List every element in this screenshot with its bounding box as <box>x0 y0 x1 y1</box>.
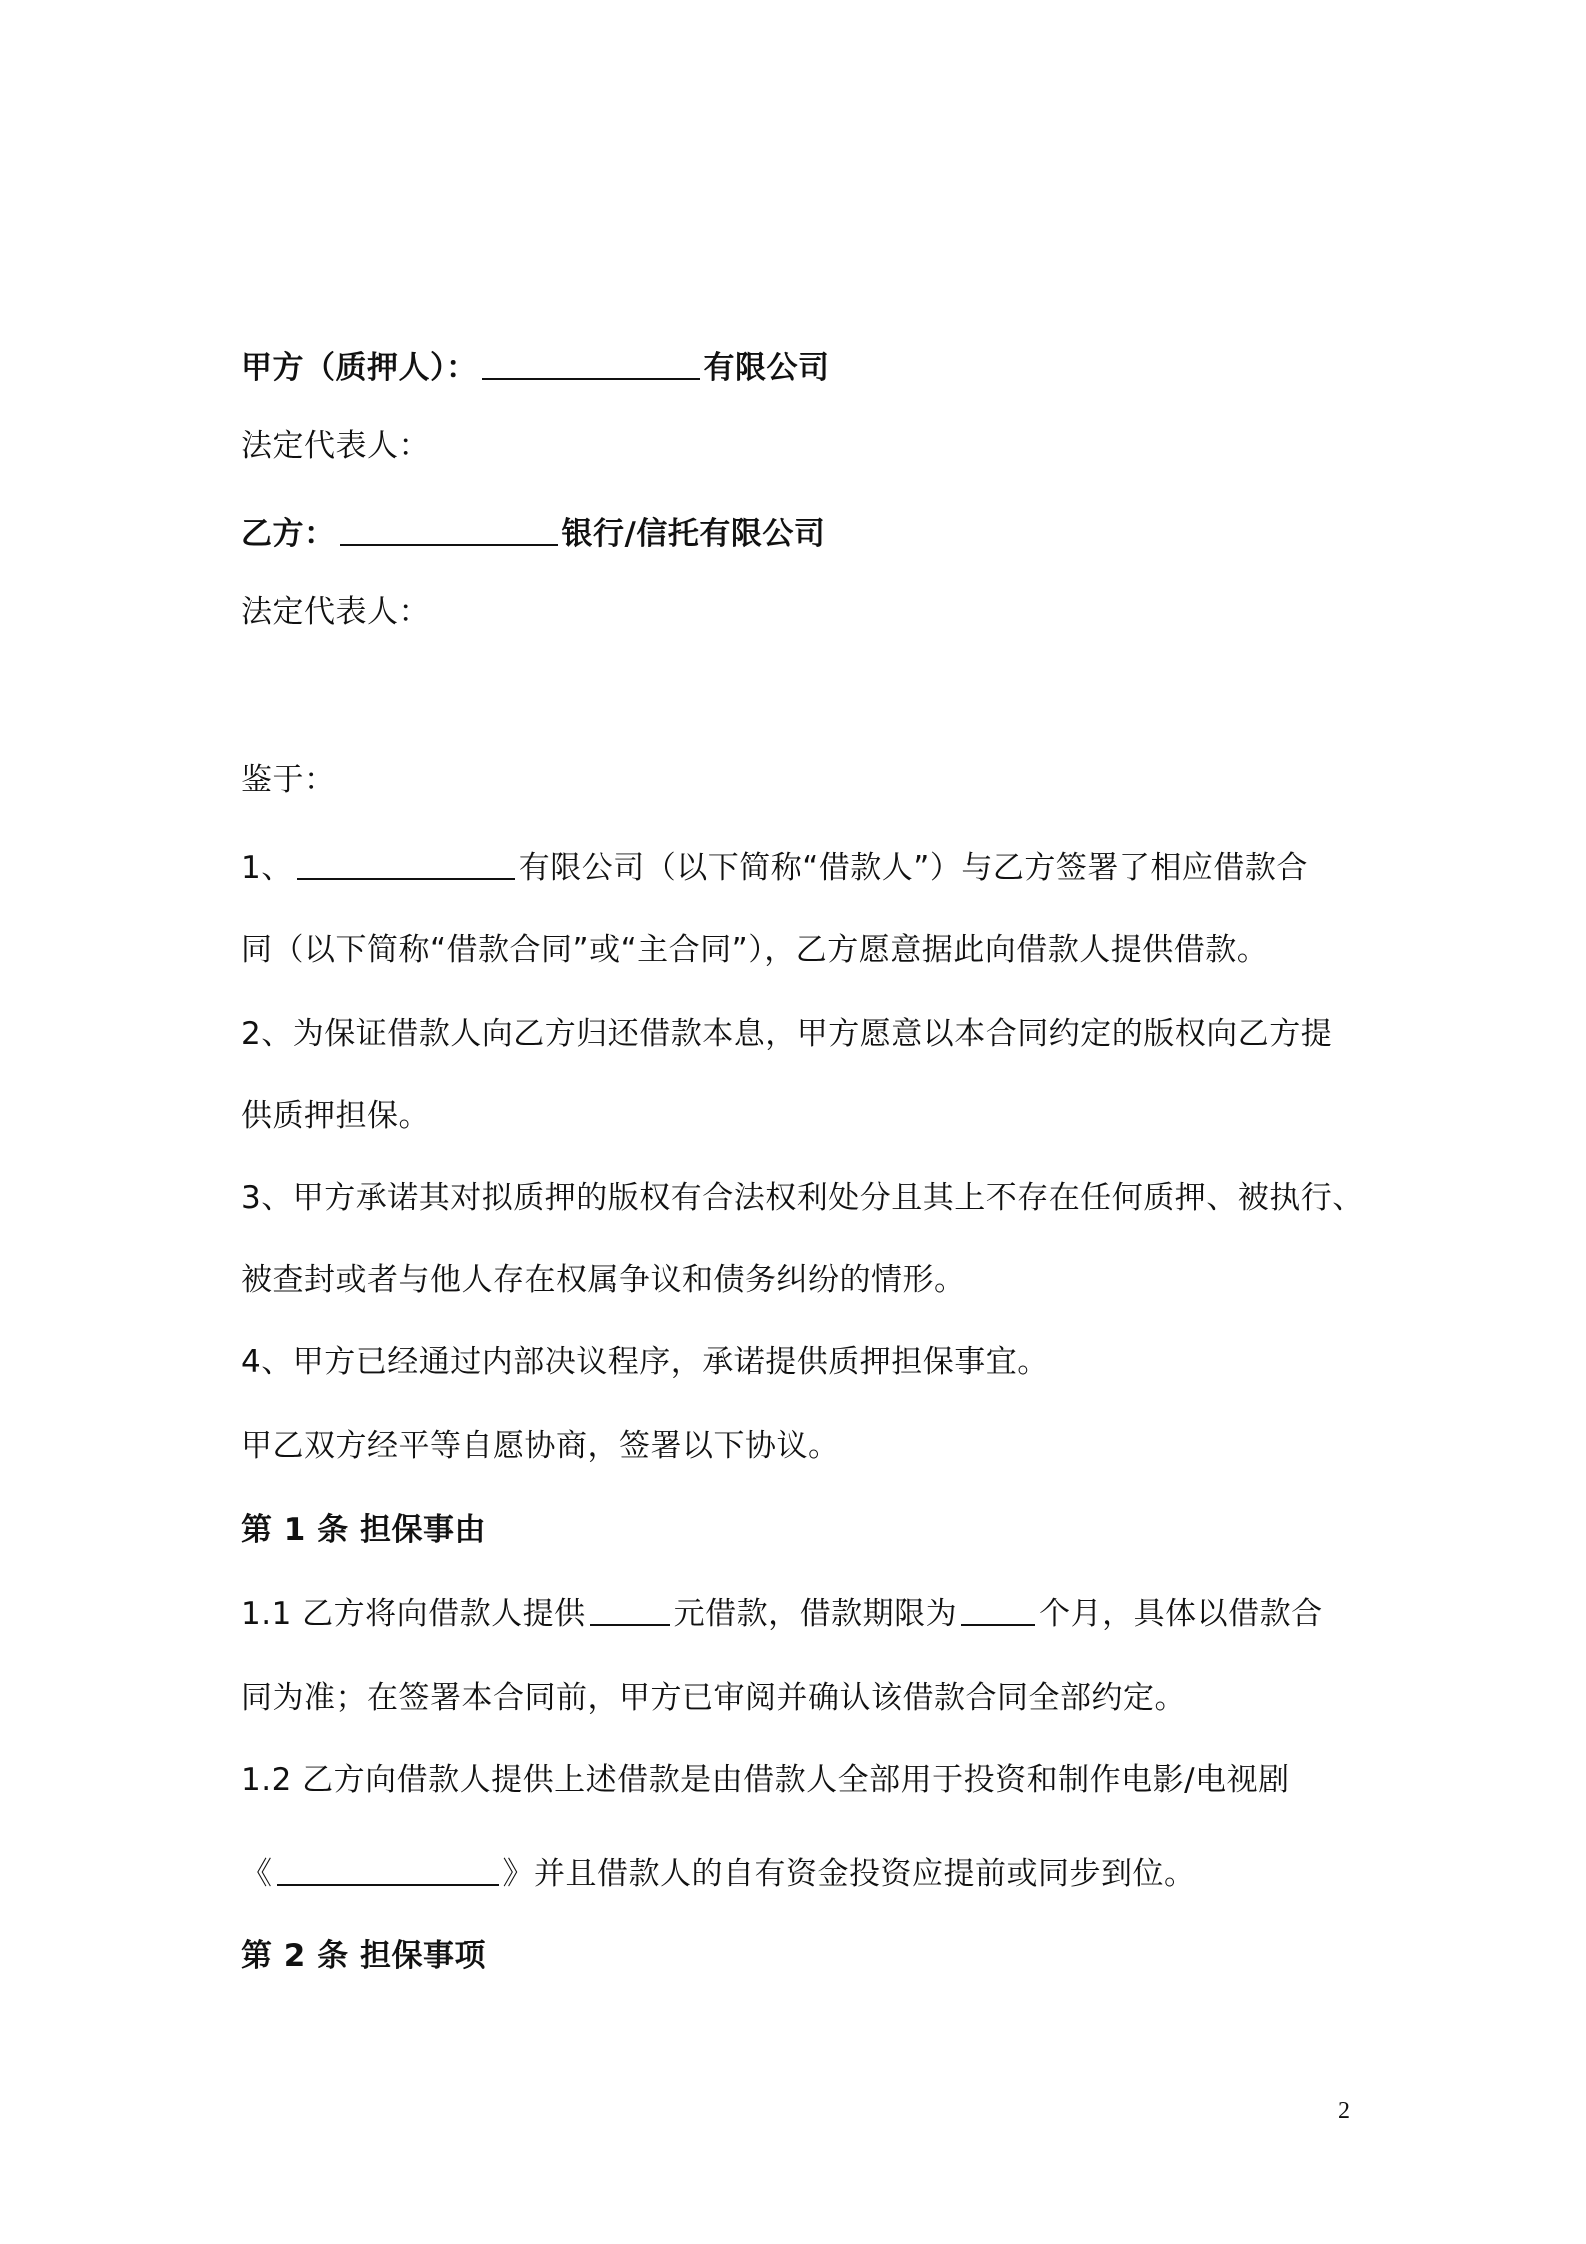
party-b-name-blank <box>340 514 558 546</box>
clause-1-1-line-2: 同为准；在签署本合同前，甲方已审阅并确认该借款合同全部约定。 <box>241 1680 1186 1716</box>
recital-1-text: 有限公司（以下简称“借款人”）与乙方签署了相应借款合 <box>518 850 1308 886</box>
film-title-blank <box>277 1854 499 1886</box>
party-a-legal-rep: 法定代表人： <box>241 428 430 464</box>
recital-4: 4、甲方已经通过内部决议程序，承诺提供质押担保事宜。 <box>241 1344 1049 1380</box>
loan-term-blank <box>961 1594 1035 1626</box>
recital-3-line-1: 3、甲方承诺其对拟质押的版权有合法权利处分且其上不存在任何质押、被执行、 <box>241 1180 1364 1216</box>
title-open-bracket: 《 <box>241 1856 273 1892</box>
recital-2-line-1: 2、为保证借款人向乙方归还借款本息，甲方愿意以本合同约定的版权向乙方提 <box>241 1016 1333 1052</box>
party-a-suffix: 有限公司 <box>703 350 830 386</box>
clause-1-1-mid: 元借款，借款期限为 <box>673 1596 958 1632</box>
party-b-label: 乙方： <box>241 516 336 552</box>
recital-1-line-1 <box>241 846 1308 890</box>
party-a-line <box>241 346 830 390</box>
page-number: 2 <box>1338 2098 1350 2124</box>
recital-3-line-2: 被查封或者与他人存在权属争议和债务纠纷的情形。 <box>241 1262 966 1298</box>
recital-2-line-2: 供质押担保。 <box>241 1098 430 1134</box>
article-2-heading: 第 2 条 担保事项 <box>241 1938 486 1974</box>
borrower-name-blank <box>297 848 515 880</box>
clause-1-2-line-2 <box>241 1852 1196 1896</box>
party-b-legal-rep: 法定代表人： <box>241 594 430 630</box>
clause-1-2-rest: 》并且借款人的自有资金投资应提前或同步到位。 <box>502 1856 1196 1892</box>
clause-1-2-line-1: 1.2 乙方向借款人提供上述借款是由借款人全部用于投资和制作电影/电视剧 <box>241 1762 1290 1798</box>
loan-amount-blank <box>590 1594 670 1626</box>
party-b-suffix: 银行/信托有限公司 <box>561 516 826 552</box>
clause-1-1-line-1 <box>241 1592 1323 1636</box>
party-a-name-blank <box>482 348 700 380</box>
recital-1-line-2: 同（以下简称“借款合同”或“主合同”），乙方愿意据此向借款人提供借款。 <box>241 932 1269 968</box>
clause-1-1-rest: 个月，具体以借款合 <box>1039 1596 1323 1632</box>
article-1-heading: 第 1 条 担保事由 <box>241 1512 486 1548</box>
clause-1-1-start: 1.1 乙方将向借款人提供 <box>241 1596 586 1632</box>
party-b-line <box>241 512 825 556</box>
recital-1-number: 1、 <box>241 850 293 886</box>
whereas-heading: 鉴于： <box>241 762 336 798</box>
party-a-label: 甲方（质押人）： <box>241 350 478 386</box>
agreement-statement: 甲乙双方经平等自愿协商，签署以下协议。 <box>241 1428 840 1464</box>
